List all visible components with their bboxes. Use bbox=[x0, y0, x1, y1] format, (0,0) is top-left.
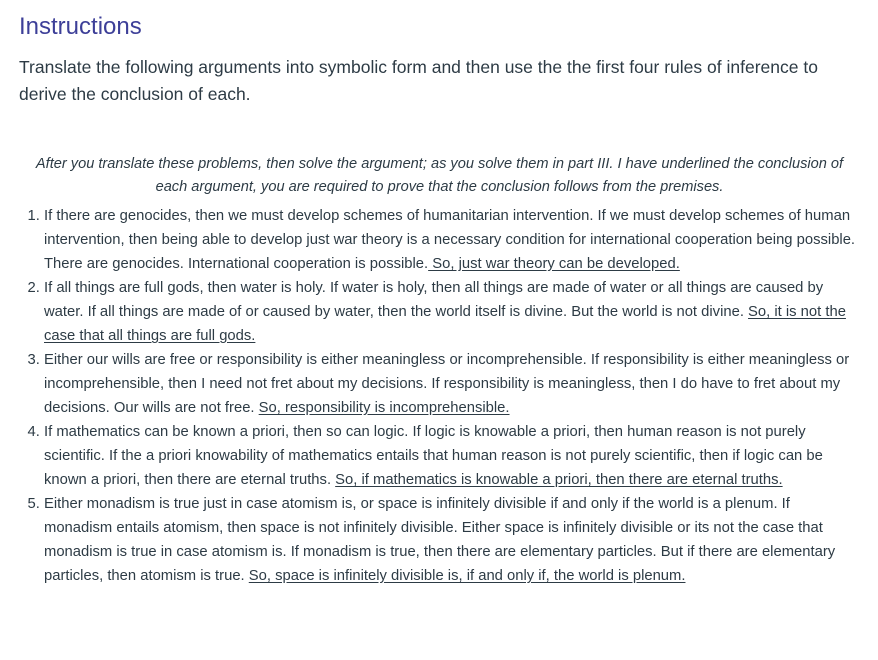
problem-conclusion: So, it is not the case that all things are full gods. bbox=[44, 304, 846, 344]
problem-conclusion: So, just war theory can be developed. bbox=[428, 256, 680, 272]
problem-item-2 bbox=[44, 276, 860, 348]
problem-item-5 bbox=[44, 492, 860, 588]
problem-conclusion: So, if mathematics is knowable a priori, then there are eternal truths. bbox=[335, 472, 783, 488]
problem-item-3 bbox=[44, 348, 860, 420]
problem-premises: If all things are full gods, then water is holy. If water is holy, then all things are made of water or all things are caused by water. If all things are made of or caused by water, then the world itself is divine. But the world is not divine. bbox=[44, 280, 824, 320]
problem-premises: If mathematics can be known a priori, then so can logic. If logic is knowable a priori, then human reason is not purely scientific. If the a priori knowability of mathematics entails that human reason is not purely scientific, then if logic can be known a priori, then there are eternal truths. bbox=[44, 424, 823, 488]
problem-premises: Either monadism is true just in case atomism is, or space is infinitely divisible if and only if the world is a plenum. If monadism entails atomism, then space is not infinitely divisible. Either space is infinitely divisible or its not the case that monadism is true in case atomism is. If monadism is true, then there are elementary particles. But if there are elementary particles, then atomism is true. bbox=[44, 496, 836, 584]
problem-premises: Either our wills are free or responsibility is either meaningless or incomprehensible. If responsibility is either meaningless or incomprehensible, then I need not fret about my decisions. If responsibility is meaningless, then I do have to fret about my decisions. Our wills are not free. bbox=[44, 352, 850, 416]
instructions-note: After you translate these problems, then solve the argument; as you solve them in part III. I have underlined the conclusion of each argument, you are required to prove that the conclusion follows from the premises. bbox=[35, 156, 844, 195]
problem-conclusion: So, responsibility is incomprehensible. bbox=[258, 400, 510, 416]
problem-item-4 bbox=[44, 420, 860, 492]
instructions-intro: Translate the following arguments into symbolic form and then use the the first four rules of inference to derive the conclusion of each. bbox=[19, 57, 818, 104]
problem-conclusion: So, space is infinitely divisible is, if and only if, the world is plenum. bbox=[248, 568, 686, 584]
page-title: Instructions bbox=[19, 13, 142, 40]
problem-item-1 bbox=[44, 204, 860, 276]
problem-premises: If there are genocides, then we must develop schemes of humanitarian intervention. If we must develop schemes of human intervention, then being able to develop just war theory is a necessary condition for international cooperation being possible. There are genocides. International cooperation is possible. bbox=[44, 208, 856, 272]
problem-list bbox=[19, 204, 860, 588]
